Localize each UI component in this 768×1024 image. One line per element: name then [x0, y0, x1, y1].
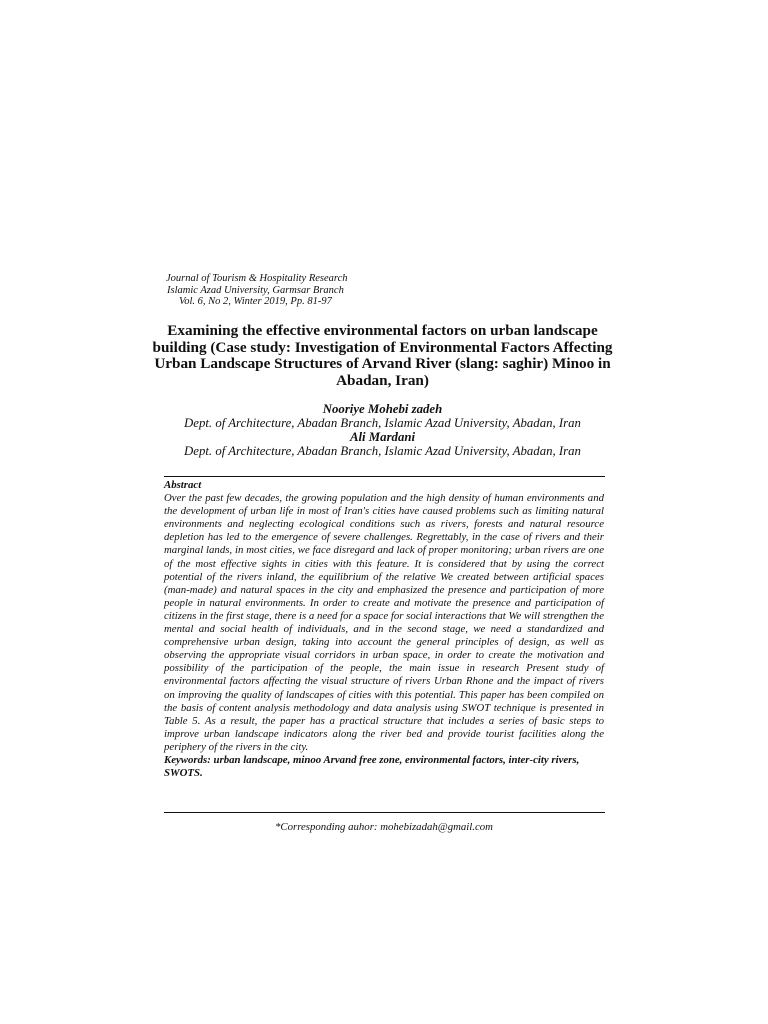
abstract-text: Over the past few decades, the growing population and the high density of human environments and the development of urban life in most of Iran's cities have caused problems such as limiting natural environments and neglecting ecological conditions such as rivers, forests and natural resource depletion has led to the emergence of severe challenges. Regrettably, in the case of rivers and their marginal lands, in most cities, we face disregard and lack of proper monitoring; urban rivers are one of the most effective sights in cities with this feature. It is considered that by using the correct potential of the rivers inland, the equilibrium of the relative We created between artificial spaces (man-made) and natural spaces in the city and emphasized the presence and participation of more people in natural environments. In order to create and motivate the presence and participation of citizens in the first stage, there is a need for a space for social interactions that We will strengthen the mental and social health of individuals, and in the second stage, we need a standardized and comprehensive urban design, taking into account the general principles of design, as well as observing the appropriate visual corridors in urban space, in order to create the motivation and possibility of the participation of the people, the main issue in research Present study of environmental factors affecting the visual structure of rivers Urban Rhone and the impact of rivers on improving the quality of landscapes of cities with this potential. This paper has been compiled on the basis of content analysis methodology and data analysis using SWOT technique is presented in Table 5. As a result, the paper has a practical structure that includes a series of basic steps to improve urban landscape indicators along the river bed and provide tourist facilities along the periphery of the rivers in the city. — [164, 492, 604, 753]
author-affiliation: Dept. of Architecture, Abadan Branch, Islamic Azad University, Abadan, Iran — [184, 416, 581, 430]
author-name: Nooriye Mohebi zadeh — [322, 402, 443, 416]
abstract-heading: Abstract — [164, 479, 202, 491]
abstract-section — [164, 479, 604, 780]
journal-branch: Islamic Azad University, Garmsar Branch — [167, 284, 344, 296]
author-list — [130, 402, 635, 458]
author-name: Ali Mardani — [349, 430, 416, 444]
journal-name: Journal of Tourism & Hospitality Research — [166, 273, 348, 284]
corresponding-author-note: *Corresponding auhor: mohebizadah@gmail.com — [275, 821, 493, 833]
top-divider — [164, 476, 605, 477]
author-affiliation: Dept. of Architecture, Abadan Branch, Islamic Azad University, Abadan, Iran — [184, 444, 581, 458]
paper-title: Examining the effective environmental factors on urban landscape building (Case study: Investigation of Environmental Factors Affecting Urban Landscape Structures of Arvand River (slang: saghir) Minoo in Abadan, Iran) — [152, 322, 613, 389]
bottom-divider — [164, 812, 605, 813]
journal-issue: Vol. 6, No 2, Winter 2019, Pp. 81-97 — [179, 296, 332, 307]
journal-header — [166, 273, 426, 308]
keywords: Keywords: urban landscape, minoo Arvand free zone, environmental factors, inter-city rivers, SWOTS. — [164, 753, 580, 780]
